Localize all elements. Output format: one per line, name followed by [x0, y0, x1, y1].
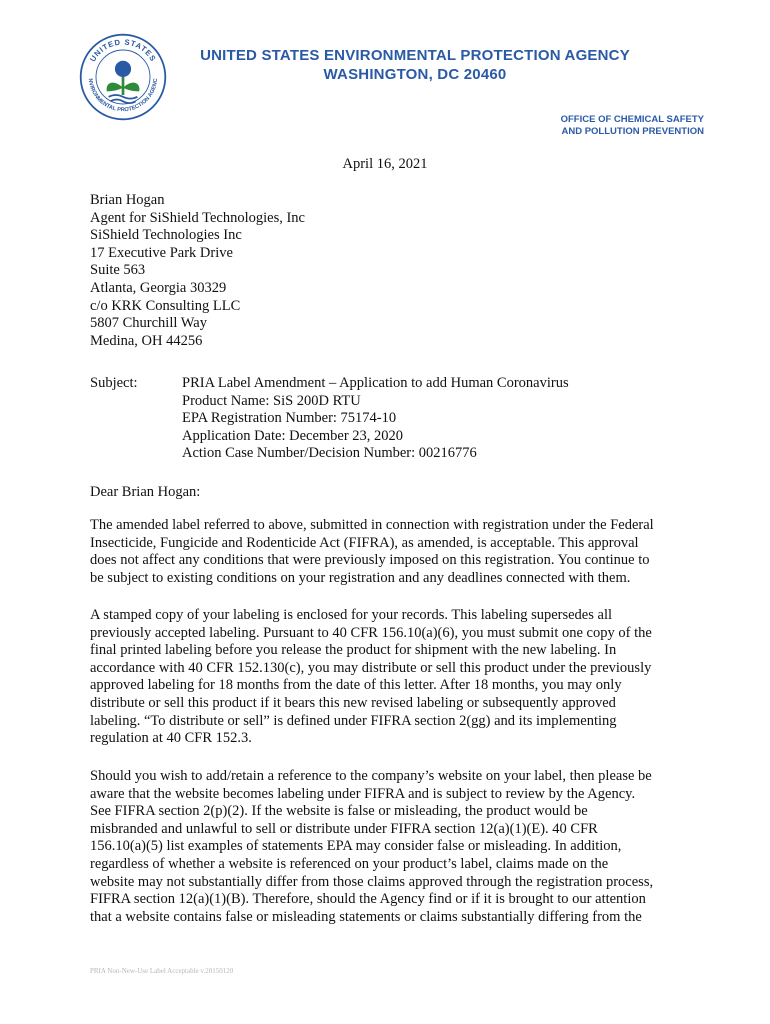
seal-text-top: UNITED STATES	[88, 37, 158, 64]
paragraph-line: labeling. “To distribute or sell” is defined under FIFRA section 2(gg) and its implementing	[90, 712, 617, 729]
paragraph-line: misbranded and unlawful to sell or distribute under FIFRA section 12(a)(1)(E). 40 CFR	[90, 820, 598, 837]
paragraph-line: regulation at 40 CFR 152.3.	[90, 730, 252, 747]
epa-seal-logo	[78, 32, 168, 122]
salutation: Dear Brian Hogan:	[90, 484, 201, 500]
paragraph-line: previously accepted labeling. Pursuant to 40 CFR 156.10(a)(6), you must submit one copy of the	[90, 624, 652, 641]
paragraph-line: The amended label referred to above, submitted in connection with registration under the Federal	[90, 517, 654, 533]
subject-block	[182, 375, 569, 463]
address-line: Medina, OH 44256	[90, 332, 203, 349]
footer-form-id: PRIA Non-New-Use Label Acceptable v.20150120	[90, 967, 234, 975]
address-line: 17 Executive Park Drive	[90, 244, 233, 261]
paragraph-line: See FIFRA section 2(p)(2). If the website is false or misleading, the product would be	[90, 803, 588, 820]
agency-address: WASHINGTON, DC 20460	[323, 66, 507, 83]
subject-line: EPA Registration Number: 75174-10	[182, 410, 397, 427]
paragraph-labeling	[90, 607, 690, 748]
paragraph-website	[90, 768, 690, 926]
paragraph-line: be subject to existing conditions on your registration and any deadlines connected with them.	[90, 569, 631, 586]
address-line: Brian Hogan	[90, 192, 165, 208]
paragraph-line: FIFRA section 12(a)(1)(B). Therefore, should the Agency find or if it is brought to our attention	[90, 891, 646, 908]
paragraph-line: 156.10(a)(5) list examples of statements EPA may consider false or misleading. In addition,	[90, 838, 622, 855]
subject-line: Action Case Number/Decision Number: 00216776	[182, 445, 477, 462]
address-line: SiShield Technologies Inc	[90, 227, 242, 244]
paragraph-line: Should you wish to add/retain a reference to the company’s website on your label, then please be	[90, 768, 652, 784]
subject-line: PRIA Label Amendment – Application to add Human Coronavirus	[182, 375, 569, 391]
paragraph-line: website may not substantially differ from those claims approved through the registration process,	[90, 873, 654, 890]
agency-name: UNITED STATES ENVIRONMENTAL PROTECTION AGENCY	[200, 47, 630, 64]
address-line: Suite 563	[90, 262, 146, 279]
paragraph-approval	[90, 517, 690, 587]
paragraph-line: Insecticide, Fungicide and Rodenticide Act (FIFRA), as amended, is acceptable. This approval	[90, 534, 639, 551]
paragraph-line: does not affect any conditions that were previously imposed on this registration. You continue to	[90, 552, 650, 569]
address-line: c/o KRK Consulting LLC	[90, 297, 241, 314]
paragraph-line: that a website contains false or misleading statements or claims substantially differing from the	[90, 908, 642, 925]
subject-label: Subject:	[90, 375, 138, 391]
paragraph-line: final printed labeling before you release the product for shipment with the new labeling. In	[90, 642, 617, 659]
recipient-address	[90, 192, 305, 350]
paragraph-line: distribute or sell this product if it bears this new revised labeling or subsequently approved	[90, 694, 616, 711]
paragraph-line: accordance with 40 CFR 152.130(c), you may distribute or sell this product under the previously	[90, 659, 652, 676]
subject-line: Product Name: SiS 200D RTU	[182, 392, 361, 409]
paragraph-line: approved labeling for 18 months from the date of this letter. After 18 months, you may only	[90, 677, 622, 694]
subject-line: Application Date: December 23, 2020	[182, 427, 404, 444]
address-line: Atlanta, Georgia 30329	[90, 279, 227, 296]
address-line: Agent for SiShield Technologies, Inc	[90, 209, 305, 226]
office-name-line2: AND POLLUTION PREVENTION	[561, 126, 704, 137]
address-line: 5807 Churchill Way	[90, 315, 207, 332]
office-name-line1: OFFICE OF CHEMICAL SAFETY	[560, 114, 704, 125]
paragraph-line: aware that the website becomes labeling under FIFRA and is subject to review by the Agency.	[90, 785, 636, 802]
paragraph-line: regardless of whether a website is referenced on your product’s label, claims made on the	[90, 855, 609, 872]
seal-text-bottom: NVIRONMENTAL PROTECTION AGENC	[86, 78, 160, 114]
letter-date: April 16, 2021	[342, 156, 428, 172]
paragraph-line: A stamped copy of your labeling is enclosed for your records. This labeling supersedes all	[90, 607, 613, 623]
